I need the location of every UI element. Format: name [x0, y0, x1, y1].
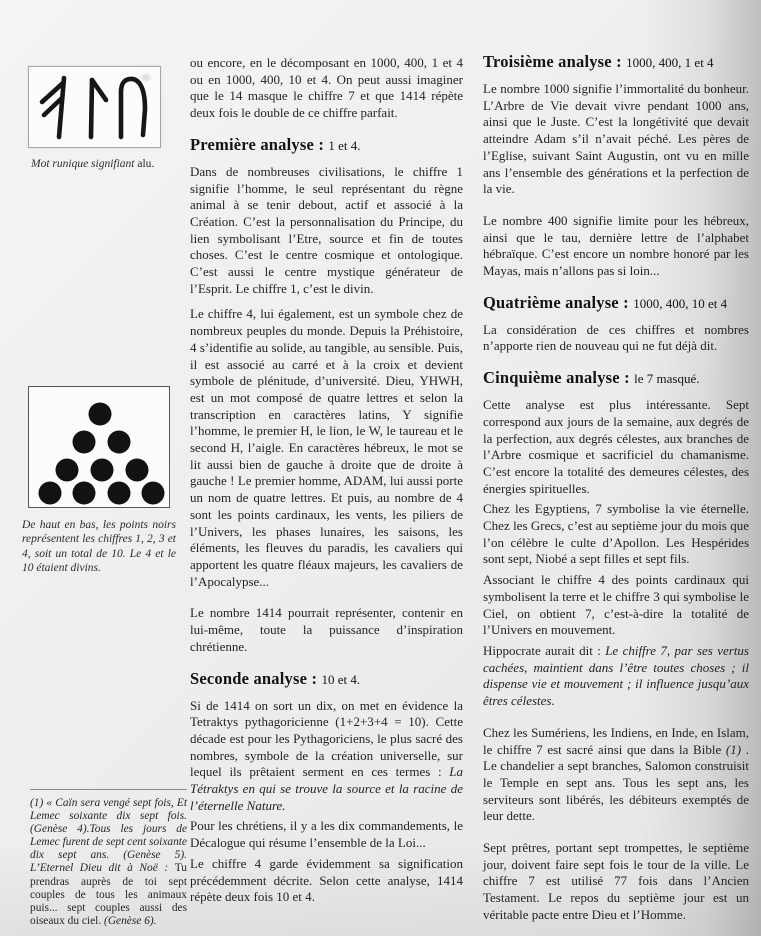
quote-italic: La Tétraktys en qui se trouve la source et la racine de l’éternelle Nature. — [190, 764, 463, 813]
tetraktys-caption: De haut en bas, les points noirs représentent les chiffres 1, 2, 3 et 4, soit un total de 10. Le 4 et le 10 étaient divins. — [22, 519, 176, 574]
heading-title: Cinquième analyse : — [483, 368, 630, 388]
paragraph-text: Si de 1414 on sort un dix, on met en évidence la Tetraktys pythagoricienne (1+2+3+4 = 10). Cette décade est pour les Pythagoriciens, le plus sacré des nombres, symbole de la création universelle, sur lequel ils prêtaient serment en ces termes : — [190, 697, 463, 780]
footnote-reference: (1) — [725, 741, 742, 757]
heading-seconde-analyse — [190, 669, 463, 690]
rune-laguz-icon — [91, 80, 106, 137]
paragraph: Le nombre 1414 pourrait représenter, contenir en lui-même, toute la puissance d’inspiration chrétienne. — [190, 605, 463, 654]
heading-troisieme-analyse — [483, 52, 749, 73]
paragraph: Cette analyse est plus intéressante. Sept correspond aux jours de la semaine, aux degrés de la perfection, aux degrés célestes, aux branches de l’Arbre cosmique et sacrificiel du chamanisme. C’est encore la totalité des demeures célestes, des énergies spirituelles. — [483, 397, 749, 496]
heading-title: Quatrième analyse : — [483, 292, 629, 312]
paragraph-text: . Le chandelier a sept branches, Salomon construisit le Temple en sept ans. Tous les sept ans, les serviteurs sont libérés, les débiteurs exemptés de leur dette. — [483, 741, 750, 824]
heading-title: Troisième analyse : — [483, 52, 622, 71]
paragraph: Associant le chiffre 4 des points cardinaux qui symbolisent la terre et le chiffre 3 qui symbolise le Ciel, on obtient 7, c’est-à-dire la totalité de l’Univers en mouvement. — [483, 572, 749, 638]
rune-uruz-icon — [121, 79, 145, 137]
quote-italic: Le chiffre 7, par ses vertus cachées, maintient dans l’être toutes choses ; il dispense vie et mouvement ; il influence jusqu’aux êtres célestes. — [483, 642, 749, 709]
runes-caption — [31, 157, 183, 171]
paragraph: Le nombre 1000 signifie l’immortalité du bonheur. L’Arbre de Vie devait vivre pendant 1000 ans, ainsi que le Juste. C’est la longétivité que devait atteindre Adam s’il n’avait péché. Les pères de l’Eglise, suivant Saint Augustin, ont vu en mille ans l’ensemble des générations et la perfection de la vie. — [483, 81, 749, 197]
footnote-text — [30, 797, 187, 928]
heading-argument: 1 et 4. — [328, 137, 361, 153]
middle-column — [190, 55, 463, 915]
footnote — [30, 789, 187, 928]
runes-caption-italic: Mot runique signifiant — [31, 158, 135, 170]
tetraktys-dots-drawing — [29, 387, 168, 506]
paragraph: Pour les chrétiens, il y a les dix commandements, le Décalogue qui résume l’ensemble de la Loi... — [190, 818, 463, 851]
tetraktys-figure — [28, 386, 170, 508]
heading-cinquieme-analyse — [483, 368, 749, 389]
runes-caption-word: alu. — [137, 158, 155, 170]
heading-argument: 1000, 400, 10 et 4 — [633, 295, 728, 311]
footnote-italic-part: (1) « Caïn sera vengé sept fois, Et Lemec soixante dix sept fois. (Genèse 4).Tous les jours de Lemec furent de sept cent soixante dix sept ans. (Genèse 5). L’Eternel Dieu dit à Noë : — [30, 797, 187, 875]
footnote-roman-part: Tu prendras auprès de toi sept couples de tous les animaux puis... sept couples aussi des oiseaux du ciel. — [30, 862, 187, 927]
paragraph: La considération de ces chiffres et nombres n’apporte rien de nouveau qui ne fut déjà dit. — [483, 321, 749, 354]
runes-figure — [28, 66, 161, 148]
paragraph — [190, 698, 463, 815]
paragraph: Sept prêtres, portant sept trompettes, le septième jour, doivent faire sept fois le tour de la ville. Le chiffre 7 est utilisé 77 fois dans l’Ancien Testament. Le repos du septième jour est un véritable pacte entre Dieu et l’Homme. — [483, 840, 749, 922]
paragraph: Le chiffre 4 garde évidemment sa signification précédemment décrite. Selon cette analyse, 1414 répète deux fois 10 et 4. — [190, 855, 463, 905]
paragraph — [483, 643, 749, 710]
heading-quatrieme-analyse — [483, 293, 749, 314]
paragraph-text: Chez les Sumériens, les Indiens, en Inde, en Islam, le chiffre 7 est sacré ainsi que dans la Bible — [483, 724, 749, 757]
paragraph-text: Hippocrate aurait dit : — [483, 642, 606, 658]
right-column — [483, 52, 749, 933]
paragraph: Dans de nombreuses civilisations, le chiffre 1 signifie l’homme, le seul représentant du règne animal à se tenir debout, actif et associé à la Création. C’est la personnalisation du Principe, du lien symbolisant l’Etre, source et fin de toutes choses. C’est le centre cosmique et ontologique. C’est aussi le centre mystique générateur de l’Esprit. Le chiffre 1, c’est le divin. — [190, 163, 463, 296]
heading-premiere-analyse — [190, 135, 463, 156]
heading-argument: 1000, 400, 1 et 4 — [626, 55, 714, 70]
heading-title: Seconde analyse : — [190, 668, 318, 688]
rune-ansuz-icon — [42, 78, 64, 137]
paragraph: Chez les Egyptiens, 7 symbolise la vie éternelle. Chez les Grecs, c’est au septième jour du mois que l’on célèbre le culte d’Apollon. Les Hespérides sont sept, Niobé a sept filles et sept fils. — [483, 501, 749, 567]
paragraph: Le chiffre 4, lui également, est un symbole chez de nombreux peuples du monde. Depuis la Préhistoire, 4 s’identifie au solide, au tangible, au sensible. Puis, il est associé au carré et à la croix et devient symbole de plénitude, d’université. Dieu, YHWH, est un mot composé de quatre lettres et selon la transcription en caractères latins, Y signifie l’homme, le premier H, le lion, le W, le taureau et le second H, l’aigle. En caractères hébreux, le mot se lit aussi bien de gauche à droite que de droite à gauche ! Le premier homme, ADAM, lui aussi porte un nom de quatre lettres. Et puis, au nombre de 4 sont les points cardinaux, les vents, les piliers de l’Univers, les phases lunaires, les saisons, les éléments, les fleuves du paradis, les cavaliers qui apportent les quatre fléaux majeurs, les cavaliers de l’Apocalypse... — [190, 306, 463, 589]
footnote-italic-ref: (Genèse 6). — [104, 914, 157, 927]
footnote-rule — [30, 789, 187, 790]
heading-argument: le 7 masqué. — [634, 371, 700, 387]
scan-smudge — [139, 72, 153, 83]
paragraph: Le nombre 400 signifie limite pour les hébreux, ainsi que le tau, dernière lettre de l’alphabet hébraïque. C’est encore un nombre honoré par les Mayas, mais n’allons pas si loin... — [483, 212, 749, 279]
intro-paragraph: ou encore, en le décomposant en 1000, 400, 1 et 4 ou en 1000, 400, 10 et 4. On peut aussi imaginer que le 14 masque le chiffre 7 et que 1414 répète deux fois le double de ce chiffre parfait. — [190, 55, 463, 121]
heading-argument: 10 et 4. — [321, 671, 361, 687]
heading-title: Première analyse : — [190, 134, 325, 154]
paragraph — [483, 725, 749, 825]
